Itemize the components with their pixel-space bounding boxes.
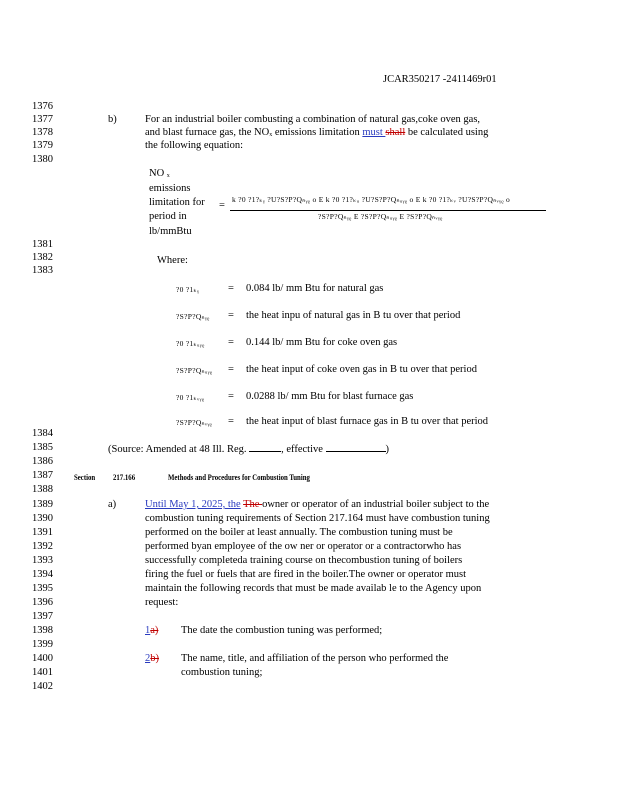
line-number: 1383 [32,265,53,276]
line-number: 1385 [32,442,53,453]
paragraph-a-line: performed on the boiler at least annually. The combustion tuning must be [145,527,453,538]
variable-definition: the heat inpu of natural gas in B tu over that period [246,310,461,321]
paragraph-label: b) [108,114,117,125]
variable-definition: the heat input of blast furnace gas in B tu over that period [246,416,489,427]
line-number: 1376 [32,101,53,112]
paragraph-a-line: maintain the following records that must be made availab le to the Agency upon [145,583,482,594]
paragraph-a-line: request: [145,597,179,608]
line-number: 1394 [32,569,53,580]
list-item-number [145,653,159,666]
line-number: 1395 [32,583,53,594]
equation-lhs: limitation for [149,197,205,208]
line-number: 1392 [32,541,53,552]
line-number: 1388 [32,484,53,495]
line-number: 1396 [32,597,53,608]
equation-lhs: emissions [149,183,191,194]
fraction-bar [230,210,546,211]
line-number: 1377 [32,114,53,125]
variable-equals: = [228,310,234,321]
variable-equals: = [228,391,234,402]
equation-denominator: ?S?P?Qₙᵧᵨ E ?S?P?Qₙᵤᵧᵨ E ?S?P?Qₙᵥᵧᵨ [318,212,443,221]
line-number: 1391 [32,527,53,538]
deleted-text: a) [150,625,159,636]
paragraph-a-line: Until May 1, 2025, the The owner or operator of an industrial boiler subject to the [145,499,490,510]
variable-equals: = [228,283,234,294]
variable-definition: 0.084 lb/ mm Btu for natural gas [246,283,384,294]
variable-symbol: ?0 ?1ₖᵧ [176,285,200,294]
inserted-text: must [362,127,386,138]
line-number: 1386 [32,456,53,467]
line-number: 1402 [32,681,53,692]
variable-symbol: ?S?P?Qₙᵧᵨ [176,312,210,321]
variable-definition: the heat input of coke oven gas in B tu over that period [246,364,477,375]
inserted-text: 2 [145,653,151,664]
document-id: JCAR350217 -2411469r01 [383,74,497,85]
variable-symbol: ?0 ?1ₖᵤᵧᵨ [176,339,205,348]
list-item: The date the combustion tuning was performed; [181,625,383,636]
list-item-number [145,625,158,638]
source-note: (Source: Amended at 48 Ill. Reg. , effective ) [108,444,390,455]
paragraph-b-line: For an industrial boiler combusting a combination of natural gas,coke oven gas, [145,114,481,125]
equation-lhs: lb/mmBtu [149,226,192,237]
paragraph-a-line: firing the fuel or fuels that are fired in the boiler.The owner or operator must [145,569,467,580]
line-number: 1379 [32,140,53,151]
section-number: 217.166 [113,472,136,482]
line-number: 1389 [32,499,53,510]
variable-equals: = [228,364,234,375]
variable-definition: 0.0288 lb/ mm Btu for blast furnace gas [246,391,414,402]
line-number: 1382 [32,252,53,263]
line-number: 1397 [32,611,53,622]
inserted-text: Until May 1, 2025, the [145,499,241,510]
line-number: 1384 [32,428,53,439]
equation-equals: = [219,200,225,211]
blank-line [249,442,281,452]
deleted-text: shall [385,127,406,138]
line-number: 1401 [32,667,53,678]
list-item: combustion tuning; [181,667,263,678]
variable-symbol: ?S?P?Qₙᵤᵧᵨ [176,366,213,375]
line-number: 1387 [32,470,53,481]
line-number: 1393 [32,555,53,566]
inserted-text: 1 [145,625,151,636]
variable-symbol: ?S?P?Qₙᵥᵧᵨ [176,418,213,427]
deleted-text: The [243,499,263,510]
paragraph-a-line: successfully completeda training course on thecombustion tuning of boilers [145,555,463,566]
blank-line [326,442,386,452]
line-number: 1380 [32,154,53,165]
deleted-text: b) [150,653,159,664]
paragraph-b-line: and blast furnace gas, the NOx emissions limitation must shall be calculated using [145,127,489,138]
where-label: Where: [157,255,188,266]
paragraph-a-line: performed byan employee of the ow ner or operator or a contractorwho has [145,541,462,552]
paragraph-label: a) [108,499,117,510]
section-label: Section [74,472,96,482]
equation-lhs: period in [149,211,187,222]
line-number: 1378 [32,127,53,138]
line-number: 1400 [32,653,53,664]
paragraph-b-line: the following equation: [145,140,243,151]
equation-numerator: k ?0 ?1?ₖᵧ ?U?S?P?Qₙᵧᵨ o E k ?0 ?1?ₖᵤ ?U?S?P?Qₙᵤᵧᵨ o E k ?0 ?1?ₖᵥ ?U?S?P?Qₙᵥᵧᵨ o [232,195,511,204]
equation-lhs: NO x [149,168,170,179]
line-number: 1381 [32,239,53,250]
variable-definition: 0.144 lb/ mm Btu for coke oven gas [246,337,398,348]
variable-symbol: ?0 ?1ₖᵥᵧᵨ [176,393,205,402]
line-number: 1398 [32,625,53,636]
paragraph-a-line: combustion tuning requirements of Section 217.164 must have combustion tuning [145,513,490,524]
variable-equals: = [228,416,234,427]
line-number: 1399 [32,639,53,650]
line-number: 1390 [32,513,53,524]
section-title: Methods and Procedures for Combustion Tuning [168,472,310,482]
list-item: The name, title, and affiliation of the person who performed the [181,653,449,664]
variable-equals: = [228,337,234,348]
